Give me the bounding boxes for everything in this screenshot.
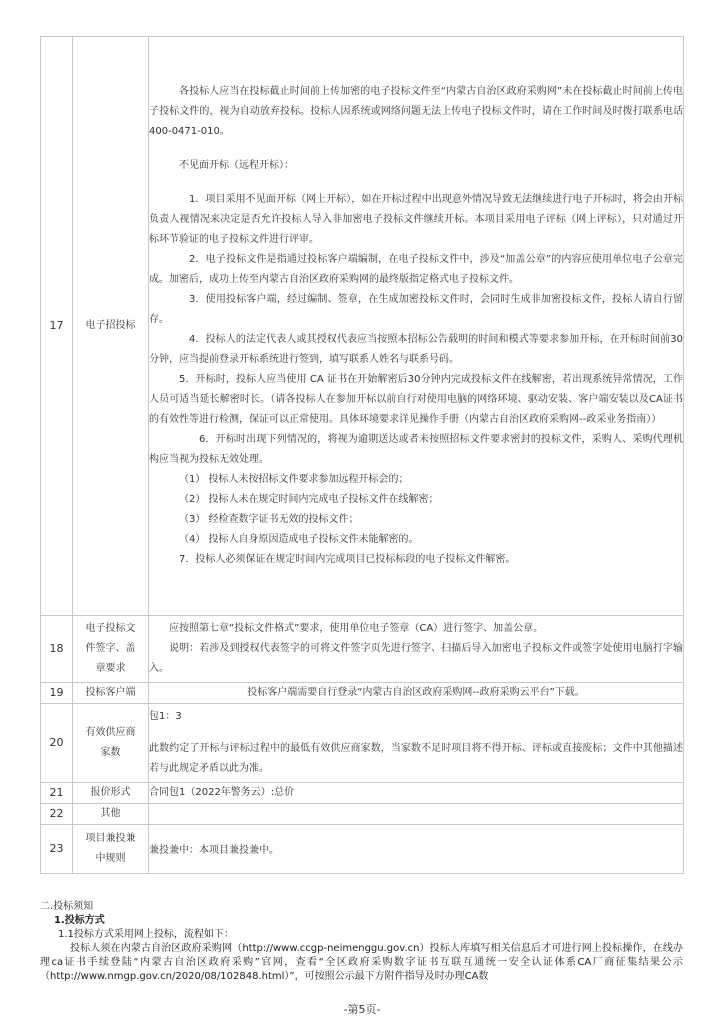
row-number: 23 xyxy=(41,825,73,874)
table-row-21 xyxy=(41,783,684,804)
paragraph: 投标人须在内蒙古自治区政府采购网（http://www.ccgp-neimenggu.gov.cn）投标人库填写相关信息后才可进行网上投标操作，在线办理ca证书手续登陆“内蒙古自治区政府采购”官网，查看“全区政府采购数字证书互联互通统一安全认证体系CA厂商征集结果公示（http://www.nmgp.gov.cn/2020/08/102848.html）”，可按照公示最下方附件指导及时办理CA数 xyxy=(40,943,683,982)
page-number: -第5页- xyxy=(343,1003,381,1016)
row-label: 有效供应商家数 xyxy=(73,704,149,783)
paragraph: 此数约定了开标与评标过程中的最低有效供应商家数，当家数不足时项目将不得开标、评标或直接废标；文件中其他描述若与此规定矛盾以此为准。 xyxy=(149,743,683,774)
paragraph-heading: 不见面开标（远程开标）： xyxy=(179,160,294,171)
row-label: 报价形式 xyxy=(73,783,149,804)
paragraph: 4．投标人的法定代表人或其授权代表应当按照本招标公告载明的时间和模式等要求参加开标，在开标时间前30分钟，应当提前登录开标系统进行签到，填写联系人姓名与联系号码。 xyxy=(149,334,683,365)
paragraph: 说明：若涉及到授权代表签字的可将文件签字页先进行签字、扫描后导入加密电子投标文件或签字处使用电脑打字输入。 xyxy=(149,643,683,674)
row-content xyxy=(149,683,684,704)
paragraph: 6．开标时出现下列情况的，将视为逾期送达或者未按照招标文件要求密封的投标文件，采购人、采购代理机构应当视为投标无效处理。 xyxy=(149,434,683,465)
row-label: 电子招投标 xyxy=(73,37,149,616)
row-content xyxy=(149,804,684,825)
row-content xyxy=(149,783,684,804)
row-label: 投标客户端 xyxy=(73,683,149,704)
paragraph: 7．投标人必须保证在规定时间内完成项目已投标标段的电子投标文件解密。 xyxy=(179,554,516,565)
table-row-19 xyxy=(41,683,684,704)
table-row-23 xyxy=(41,825,684,874)
row-content xyxy=(149,704,684,783)
table-row-17 xyxy=(41,37,684,616)
section-heading: 二.投标须知 xyxy=(40,901,94,912)
paragraph: 1．项目采用不见面开标（网上开标），如在开标过程中出现意外情况导致无法继续进行电子开标时，将会由开标负责人视情况来决定是否允许投标人导入非加密电子投标文件继续开标。本项目采用电子评标（网上评标），只对通过开标环节验证的电子投标文件进行评审。 xyxy=(149,194,683,245)
paragraph: 投标客户端需要自行登录“内蒙古自治区政府采购网--政府采购云平台”下载。 xyxy=(247,687,585,698)
paragraph: 3．使用投标客户端，经过编制、签章，在生成加密投标文件时，会同时生成非加密投标文件，投标人请自行留存。 xyxy=(149,294,683,325)
row-content xyxy=(149,825,684,874)
row-number: 21 xyxy=(41,783,73,804)
row-content xyxy=(149,616,684,683)
list-item: （3） 经检查数字证书无效的投标文件； xyxy=(179,514,359,525)
table-row-18 xyxy=(41,616,684,683)
bid-info-table xyxy=(40,36,684,874)
row-label: 其他 xyxy=(73,804,149,825)
paragraph: 2．电子投标文件是指通过投标客户端编制，在电子投标文件中，涉及“加盖公章”的内容应使用单位电子公章完成。加密后，成功上传至内蒙古自治区政府采购网的最终版指定格式电子投标文件。 xyxy=(149,254,683,285)
paragraph: 应按照第七章“投标文件格式”要求，使用单位电子签章（CA）进行签字、加盖公章。 xyxy=(169,623,544,634)
table-row-20 xyxy=(41,704,684,783)
row-number: 17 xyxy=(41,37,73,616)
row-number: 19 xyxy=(41,683,73,704)
list-item: （2） 投标人未在规定时间内完成电子投标文件在线解密； xyxy=(179,494,439,505)
bidding-notice-section xyxy=(40,900,683,984)
row-label: 项目兼投兼中规则 xyxy=(73,825,149,874)
paragraph: 5．开标时，投标人应当使用 CA 证书在开始解密后30分钟内完成投标文件在线解密，若出现系统异常情况，工作人员可适当延长解密时长。（请各投标人在参加开标以前自行对使用电脑的网络环境、驱动安装、客户端安装以及CA证书的有效性等进行检测，保证可以正常使用。具体环境要求详见操作手册（内蒙古自治区政府采购网--政采业务指南）） xyxy=(149,374,683,425)
paragraph: 合同包1（2022年警务云）:总价 xyxy=(149,787,295,798)
paragraph: 包1：3 xyxy=(149,711,182,722)
row-number: 18 xyxy=(41,616,73,683)
row-number: 22 xyxy=(41,804,73,825)
table-row-22 xyxy=(41,804,684,825)
paragraph: 各投标人应当在投标截止时间前上传加密的电子投标文件至“内蒙古自治区政府采购网”未在投标截止时间前上传电子投标文件的，视为自动放弃投标。投标人因系统或网络问题无法上传电子投标文件时，请在工作时间及时拨打联系电话400-0471-010。 xyxy=(149,86,683,137)
list-item: （1） 投标人未按招标文件要求参加远程开标会的； xyxy=(179,474,409,485)
subsection-heading: 1.投标方式 xyxy=(54,915,105,926)
row-content xyxy=(149,37,684,616)
subsection-heading: 1.1投标方式采用网上投标，流程如下： xyxy=(58,929,234,940)
list-item: （4） 投标人自身原因造成电子投标文件未能解密的。 xyxy=(179,534,419,545)
paragraph: 兼投兼中：本项目兼投兼中。 xyxy=(149,845,279,856)
row-number: 20 xyxy=(41,704,73,783)
row-label: 电子投标文件签字、盖章要求 xyxy=(73,616,149,683)
